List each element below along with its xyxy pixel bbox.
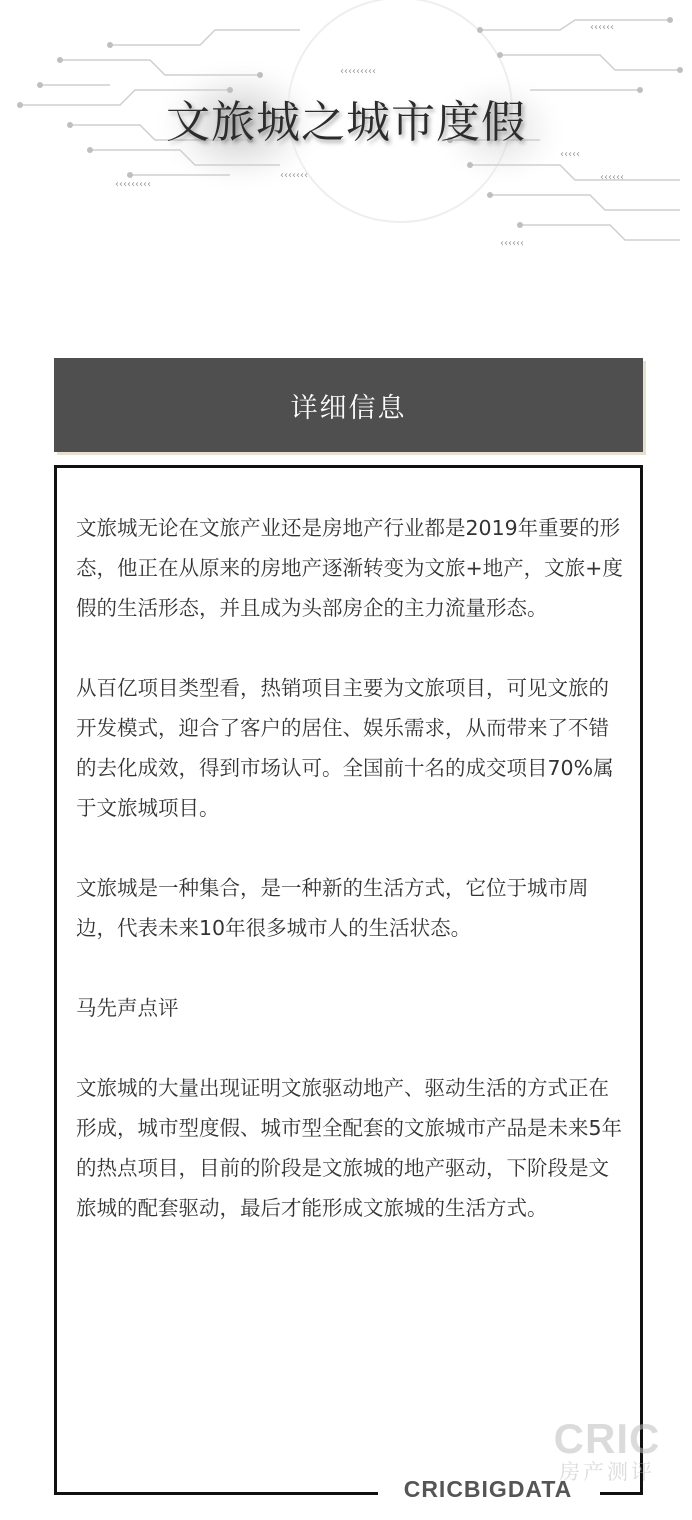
footer-brand: CRICBIGDATA [403,1476,573,1502]
section-header-bar [54,358,643,452]
header-banner [0,0,692,260]
svg-text:‹‹‹‹‹‹: ‹‹‹‹‹‹ [600,172,624,183]
paragraph: 文旅城的大量出现证明文旅驱动地产、驱动生活的方式正在形成，城市型度假、城市型全配套的文旅城市产品是未来5年的热点项目，目前的阶段是文旅城的地产驱动，下阶段是文旅城的配套驱动，最后才能形成文旅城的生活方式。 [76,1076,623,1220]
section-header-label: 详细信息 [290,392,407,424]
watermark-logo [542,1415,672,1484]
review-heading: 马先声点评 [76,996,179,1020]
svg-text:‹‹‹‹‹‹: ‹‹‹‹‹‹ [590,22,614,33]
svg-text:‹‹‹‹‹‹: ‹‹‹‹‹‹ [500,238,524,249]
svg-text:‹‹‹‹‹‹‹: ‹‹‹‹‹‹‹ [280,170,308,181]
svg-text:‹‹‹‹‹‹‹‹‹: ‹‹‹‹‹‹‹‹‹ [340,66,376,77]
svg-text:‹‹‹‹‹: ‹‹‹‹‹ [560,149,580,160]
article-body [76,508,624,1268]
svg-text:‹‹‹‹‹‹‹‹‹: ‹‹‹‹‹‹‹‹‹ [115,179,151,190]
watermark-subtitle: 房产测评 [559,1461,655,1484]
paragraph: 文旅城无论在文旅产业还是房地产行业都是2019年重要的形态，他正在从原来的房地产逐渐转变为文旅+地产，文旅+度假的生活形态，并且成为头部房企的主力流量形态。 [76,516,623,620]
paragraph: 文旅城是一种集合，是一种新的生活方式，它位于城市周边，代表未来10年很多城市人的生活状态。 [76,876,589,940]
paragraph: 从百亿项目类型看，热销项目主要为文旅项目，可见文旅的开发模式，迎合了客户的居住、娱乐需求，从而带来了不错的去化成效，得到市场认可。全国前十名的成交项目70%属于文旅城项目。 [76,676,614,820]
page-title: 文旅城之城市度假 [166,97,526,148]
watermark-title: CRIC [553,1415,661,1462]
